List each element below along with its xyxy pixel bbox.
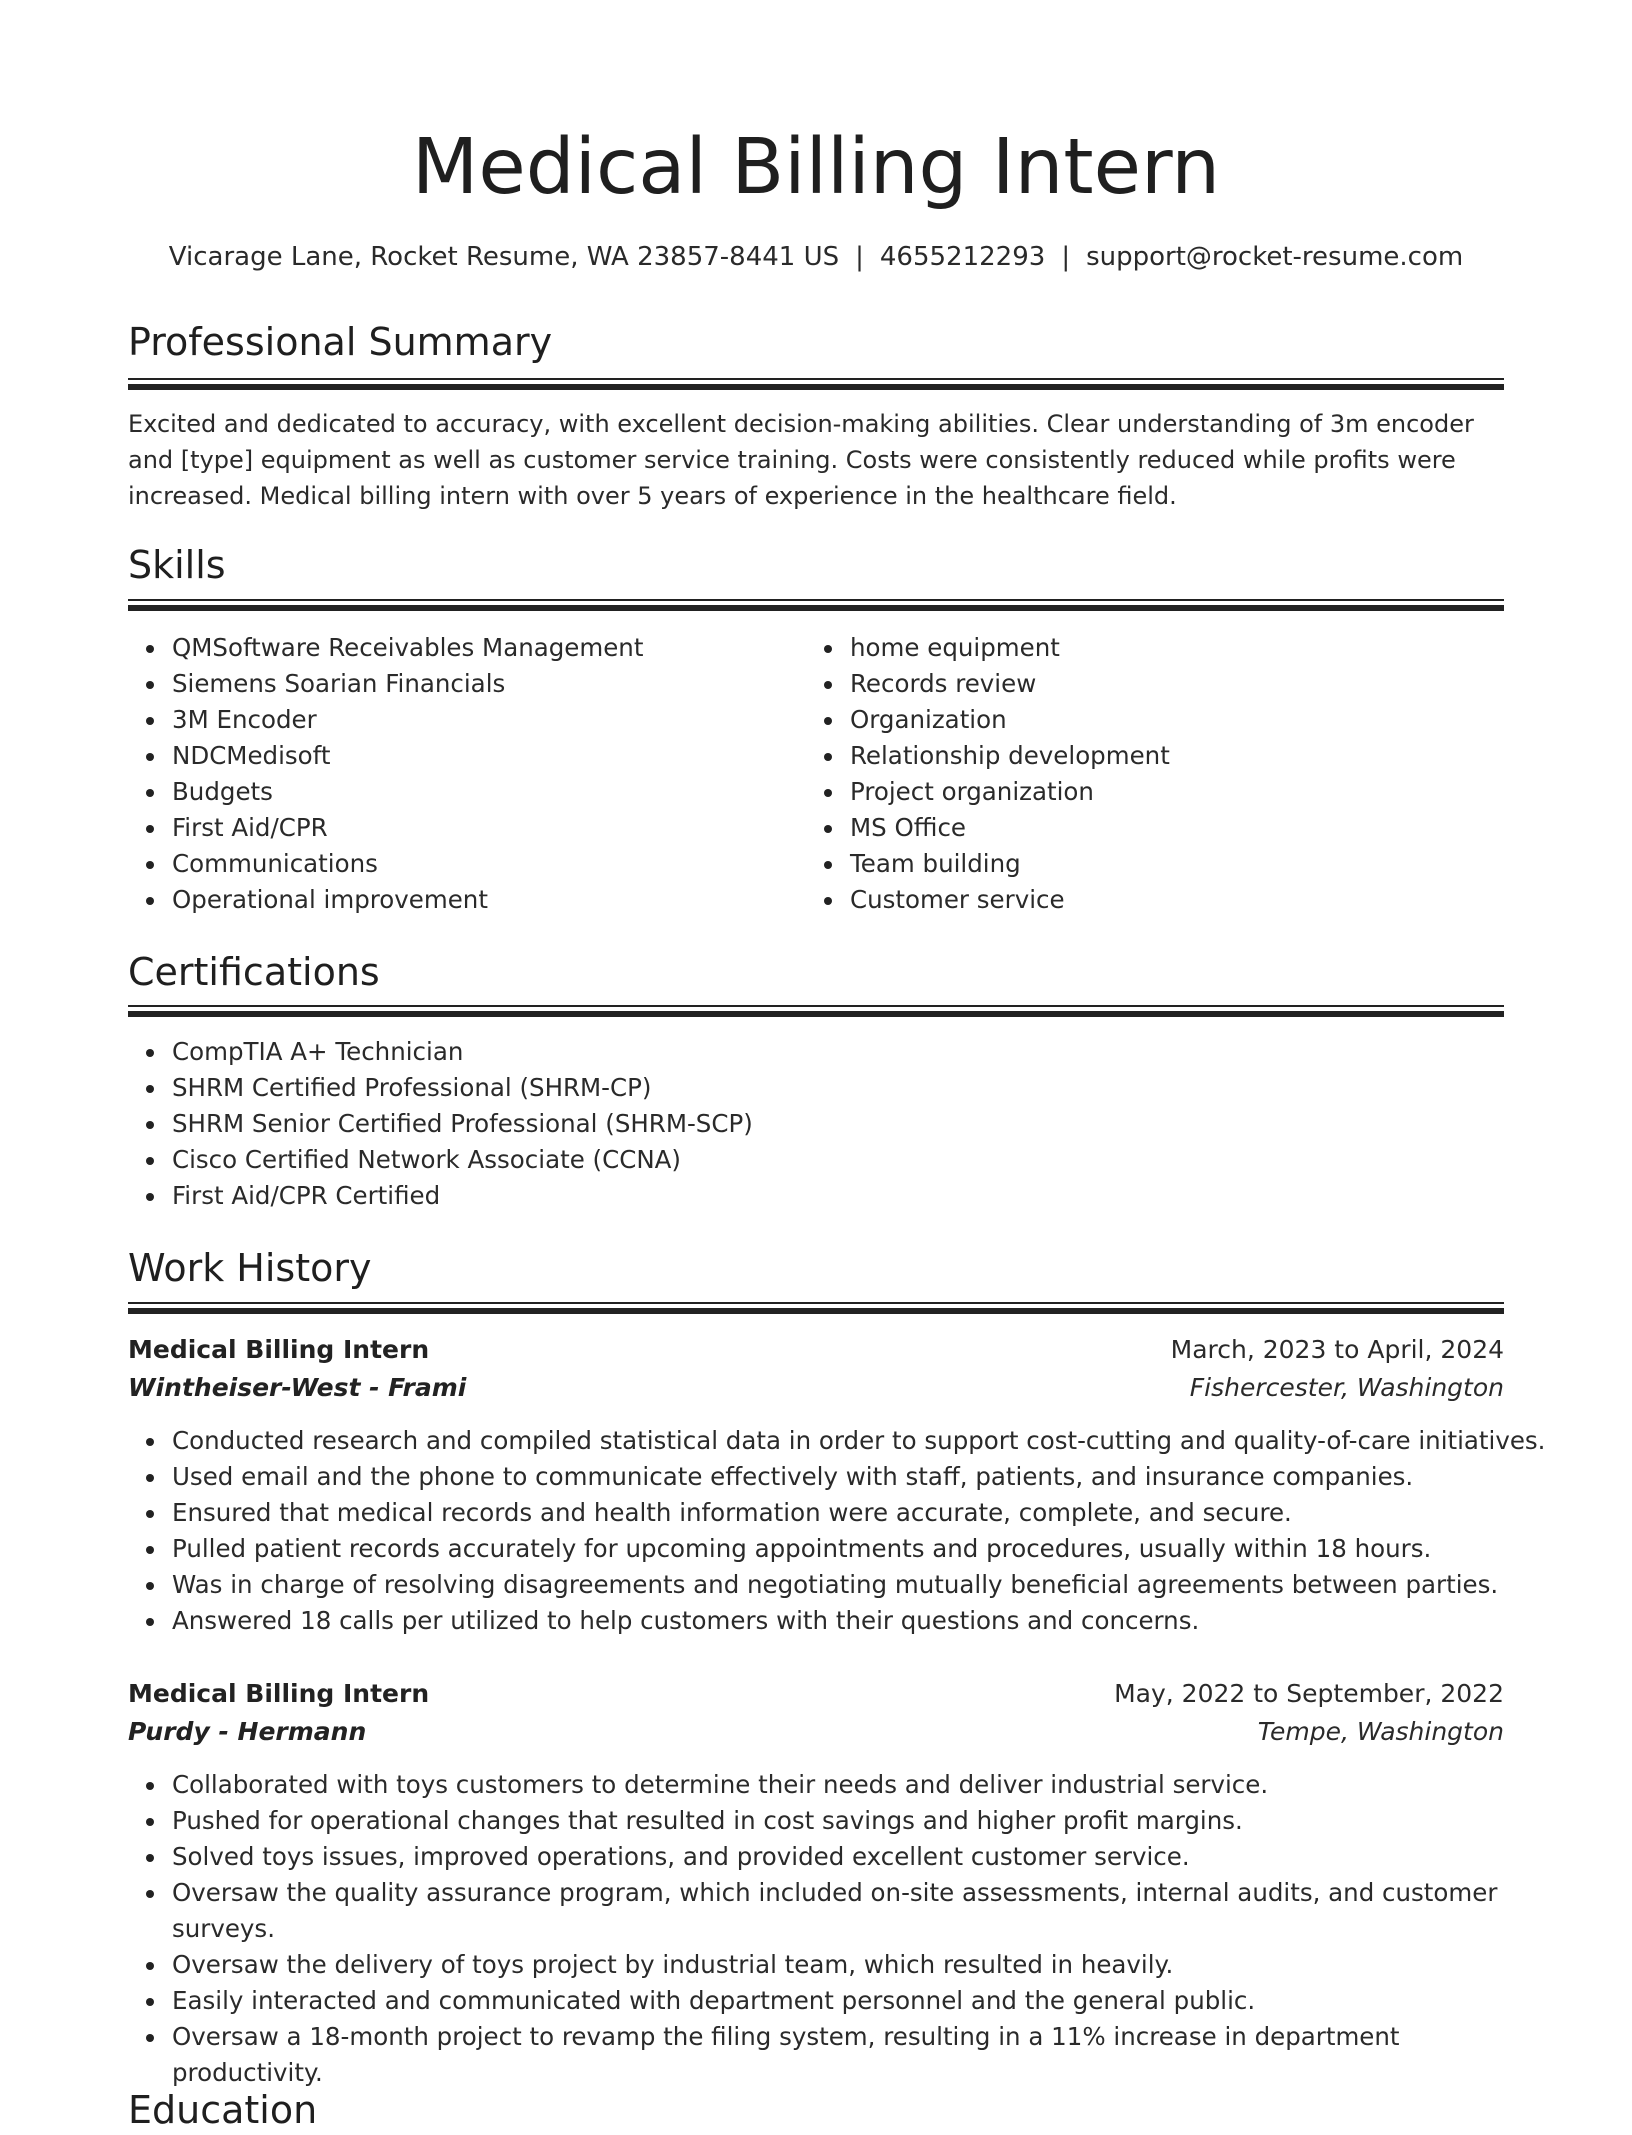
skill-item: Customer service — [850, 882, 1170, 918]
certification-item: SHRM Senior Certified Professional (SHRM-SCP) — [172, 1106, 753, 1142]
job-bullets — [128, 1767, 1504, 2091]
skills-list-left — [128, 630, 643, 918]
skill-item: Records review — [850, 666, 1170, 702]
certification-item: First Aid/CPR Certified — [172, 1178, 753, 1214]
job-bullet: Solved toys issues, improved operations, and provided excellent customer service. — [172, 1839, 1504, 1875]
job-bullet: Collaborated with toys customers to determine their needs and deliver industrial service. — [172, 1767, 1504, 1803]
skill-item: QMSoftware Receivables Management — [172, 630, 643, 666]
job-dates: May, 2022 to September, 2022 — [1114, 1679, 1504, 1708]
certification-item: SHRM Certified Professional (SHRM-CP) — [172, 1070, 753, 1106]
section-divider — [128, 599, 1504, 601]
skill-item: MS Office — [850, 810, 1170, 846]
job-bullet: Oversaw the quality assurance program, which included on-site assessments, internal audits, and customer surveys. — [172, 1875, 1504, 1947]
contact-address: Vicarage Lane, Rocket Resume, WA 23857-8441 US — [168, 242, 840, 272]
skill-item: home equipment — [850, 630, 1170, 666]
certification-item: Cisco Certified Network Associate (CCNA) — [172, 1142, 753, 1178]
job-company: Purdy - Hermann — [128, 1717, 367, 1746]
certification-item: CompTIA A+ Technician — [172, 1034, 753, 1070]
contact-separator: | — [855, 242, 864, 272]
job-bullet: Was in charge of resolving disagreements and negotiating mutually beneficial agreements between parties. — [172, 1567, 1545, 1603]
job-bullet: Easily interacted and communicated with department personnel and the general public. — [172, 1983, 1504, 2019]
skill-item: Project organization — [850, 774, 1170, 810]
job-bullet: Used email and the phone to communicate effectively with staff, patients, and insurance companies. — [172, 1459, 1545, 1495]
job-bullet: Pushed for operational changes that resulted in cost savings and higher profit margins. — [172, 1803, 1504, 1839]
summary-text: Excited and dedicated to accuracy, with excellent decision-making abilities. Clear understanding of 3m encoder and [type] equipment as well as customer service training. Costs were consistently reduced while profits were increased. Medical billing intern with over 5 years of experience in the healthcare field. — [128, 410, 1474, 510]
contact-line — [128, 237, 1504, 277]
skill-item: Communications — [172, 846, 643, 882]
job-bullet: Ensured that medical records and health information were accurate, complete, and secure. — [172, 1495, 1545, 1531]
skills-list-right — [806, 630, 1170, 918]
section-divider — [128, 378, 1504, 380]
skill-item: Team building — [850, 846, 1170, 882]
candidate-name: Medical Billing Intern — [411, 123, 1221, 212]
contact-email: support@rocket-resume.com — [1086, 242, 1464, 272]
skill-item: Siemens Soarian Financials — [172, 666, 643, 702]
section-title-summary: Professional Summary — [128, 320, 553, 364]
job-bullet: Answered 18 calls per utilized to help customers with their questions and concerns. — [172, 1603, 1545, 1639]
job-location: Fishercester, Washington — [1189, 1373, 1504, 1402]
section-title-certifications: Certifications — [128, 950, 380, 994]
job-bullet: Conducted research and compiled statistical data in order to support cost-cutting and quality-of-care initiatives. — [172, 1423, 1545, 1459]
section-divider — [128, 1005, 1504, 1007]
skill-item: Relationship development — [850, 738, 1170, 774]
skill-item: Organization — [850, 702, 1170, 738]
job-location: Tempe, Washington — [1257, 1717, 1504, 1746]
job-title: Medical Billing Intern — [128, 1335, 430, 1364]
skill-item: 3M Encoder — [172, 702, 643, 738]
section-title-work-history: Work History — [128, 1246, 372, 1290]
job-title: Medical Billing Intern — [128, 1679, 430, 1708]
certifications-list — [128, 1034, 753, 1214]
section-title-education: Education — [128, 2088, 318, 2132]
contact-separator: | — [1061, 242, 1071, 272]
job-bullets — [128, 1423, 1545, 1639]
skill-item: First Aid/CPR — [172, 810, 643, 846]
contact-phone: 4655212293 — [879, 242, 1046, 272]
job-bullet: Pulled patient records accurately for upcoming appointments and procedures, usually within 18 hours. — [172, 1531, 1545, 1567]
skill-item: Budgets — [172, 774, 643, 810]
job-bullet: Oversaw the delivery of toys project by industrial team, which resulted in heavily. — [172, 1947, 1504, 1983]
job-dates: March, 2023 to April, 2024 — [1170, 1335, 1504, 1364]
section-divider — [128, 1302, 1504, 1304]
job-bullet: Oversaw a 18-month project to revamp the filing system, resulting in a 11% increase in department productivity. — [172, 2019, 1504, 2091]
skill-item: NDCMedisoft — [172, 738, 643, 774]
job-company: Wintheiser-West - Frami — [128, 1373, 467, 1402]
section-title-skills: Skills — [128, 543, 226, 587]
skill-item: Operational improvement — [172, 882, 643, 918]
